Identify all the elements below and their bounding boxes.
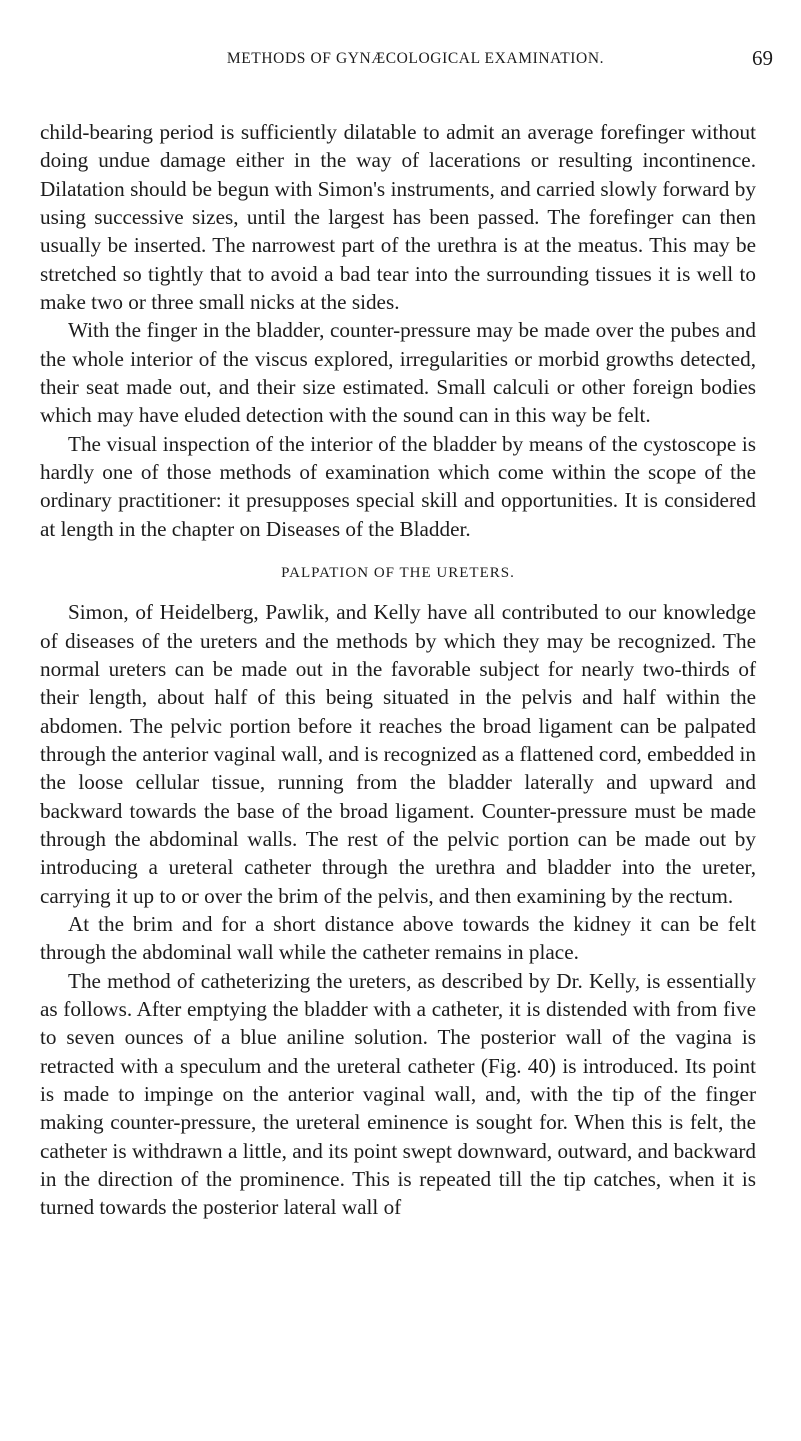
running-head	[118, 46, 773, 76]
paragraph: With the finger in the bladder, counter-pressure may be made over the pubes and the whole interior of the viscus explored, irregularities or morbid growths detected, their seat made out, and their size estimated. Small calculi or other foreign bodies which may have eluded detection with the sound can in this way be felt.	[40, 318, 756, 428]
paragraph: child-bearing period is sufficiently dilatable to admit an average forefinger without doing undue damage either in the way of lacerations or resulting incontinence. Dilatation should be begun with Simon's instruments, and carried slowly forward by using successive sizes, until the largest has been passed. The forefinger can then usually be inserted. The narrowest part of the urethra is at the meatus. This may be stretched so tightly that to avoid a bad tear into the surrounding tissues it is well to make two or three small nicks at the sides.	[40, 120, 756, 315]
paragraph: Simon, of Heidelberg, Pawlik, and Kelly have all contributed to our knowledge of diseases of the ureters and the methods by which they may be recognized. The normal ureters can be made out in the favorable subject for nearly two-thirds of their length, about half of this being situated in the pelvis and half within the abdomen. The pelvic portion before it reaches the broad ligament can be palpated through the anterior vaginal wall, and is recognized as a flattened cord, embedded in the loose cellular tissue, running from the bladder laterally and upward and backward towards the base of the broad ligament. Counter-pressure must be made through the abdominal walls. The rest of the pelvic portion can be made out by introducing a ureteral catheter through the urethra and bladder into the ureter, carrying it up to or over the brim of the pelvis, and then examining by the rectum.	[40, 600, 756, 908]
body-text	[40, 118, 756, 1222]
paragraph: The method of catheterizing the ureters, as described by Dr. Kelly, is essentially as follows. After emptying the bladder with a catheter, it is distended with from five to seven ounces of a blue aniline solution. The posterior wall of the vagina is retracted with a speculum and the ureteral catheter (Fig. 40) is introduced. Its point is made to impinge on the anterior vaginal wall, and, with the tip of the finger making counter-pressure, the ureteral eminence is sought for. When this is felt, the catheter is withdrawn a little, and its point swept downward, outward, and backward in the direction of the prominence. This is repeated till the tip catches, when it is turned towards the posterior lateral wall of	[40, 968, 756, 1220]
section-heading: PALPATION OF THE URETERS.	[281, 565, 515, 582]
paragraph: The visual inspection of the interior of the bladder by means of the cystoscope is hardly one of those methods of examination which come within the scope of the ordinary practitioner: it presupposes special skill and opportunities. It is considered at length in the chapter on Diseases of the Bladder.	[40, 431, 756, 541]
running-title: METHODS OF GYNÆCOLOGICAL EXAMINATION.	[226, 50, 605, 67]
page-number: 69	[752, 46, 773, 70]
paragraph: At the brim and for a short distance above towards the kidney it can be felt through the abdominal wall while the catheter remains in place.	[40, 911, 756, 965]
